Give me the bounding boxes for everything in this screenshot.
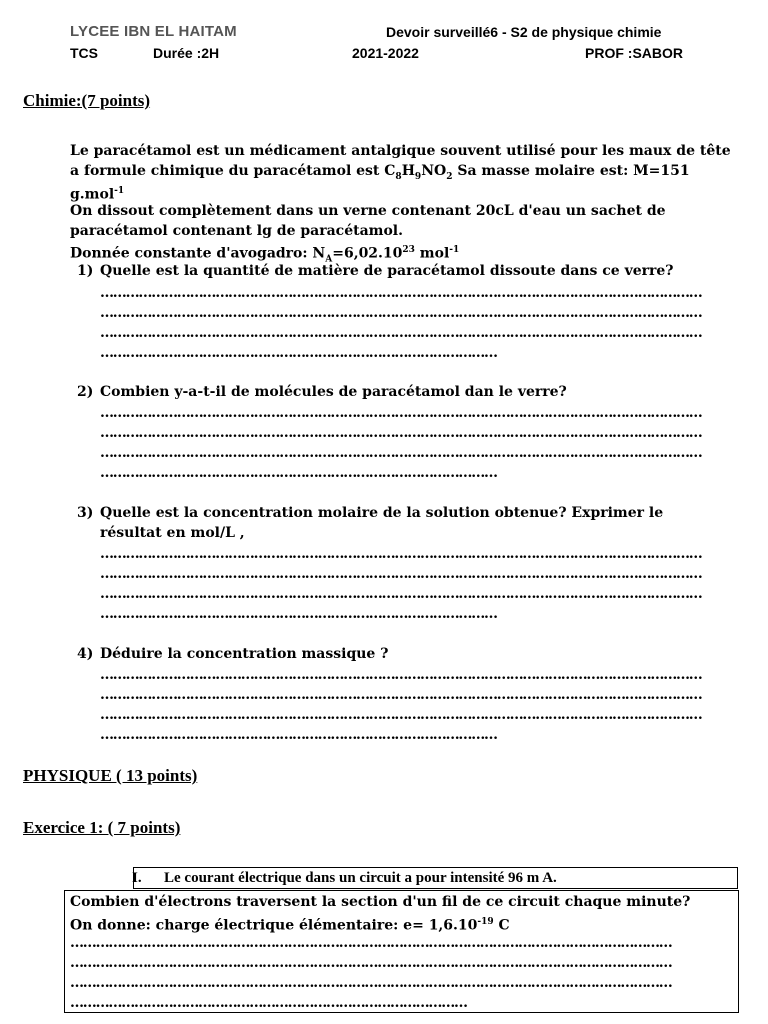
chimie-title: Chimie:(7 points) <box>23 91 151 110</box>
molar-mass-text: Sa masse molaire est: M=151 <box>452 163 690 179</box>
exam-title: Devoir surveillé6 - S2 de physique chimie <box>386 24 662 40</box>
question-3 <box>77 503 663 523</box>
question-1 <box>77 261 673 281</box>
answer-line[interactable]: …………………………………………………………………………………………………………………………… <box>100 687 702 703</box>
answer-line[interactable]: …………………………………………………………………………………………………………………………… <box>100 667 702 683</box>
chimie-intro-line2 <box>70 161 690 187</box>
answer-line[interactable]: …………………………………………………………………………………………………………………………… <box>70 955 672 971</box>
formula-sub-c: 8 <box>395 171 402 182</box>
formula-sub-h: 9 <box>414 171 422 182</box>
physique-title-text: PHYSIQUE ( 13 points) <box>23 766 198 785</box>
answer-line[interactable]: ………………………………………………………………………………… <box>100 727 497 743</box>
answer-line[interactable]: ………………………………………………………………………………… <box>100 465 497 481</box>
class-label: TCS <box>70 45 98 61</box>
answer-line[interactable]: …………………………………………………………………………………………………………………………… <box>100 405 702 421</box>
question-3-text: Quelle est la concentration molaire de la solution obtenue? Exprimer le <box>100 505 664 521</box>
answer-line[interactable]: …………………………………………………………………………………………………………………………… <box>100 546 702 562</box>
avogadro-unit: mol <box>414 245 450 262</box>
answer-line[interactable]: …………………………………………………………………………………………………………………………… <box>100 325 702 341</box>
school-year: 2021-2022 <box>352 45 419 61</box>
formula-h: H <box>401 163 415 179</box>
molar-mass-unit: g.mol <box>70 186 115 203</box>
avogadro-sub: A <box>325 254 333 265</box>
molar-mass-unit-exp: -1 <box>114 186 125 196</box>
part-1-number: I. <box>132 870 142 886</box>
school-name: LYCEE IBN EL HAITAM <box>70 23 237 40</box>
question-2-text: Combien y-a-t-il de molécules de paracétamol dan le verre? <box>100 384 567 400</box>
given-exp: -19 <box>477 917 494 927</box>
question-1-text: Quelle est la quantité de matière de paracétamol dissoute dans ce verre? <box>100 263 674 279</box>
formula-no: NO <box>421 163 447 179</box>
physique-title <box>23 766 227 786</box>
given-unit: C <box>493 917 510 934</box>
question-2-number: 2) <box>77 384 94 400</box>
answer-line[interactable]: …………………………………………………………………………………………………………………………… <box>100 425 702 441</box>
answer-line[interactable]: …………………………………………………………………………………………………………………………… <box>100 445 702 461</box>
answer-line[interactable]: …………………………………………………………………………………………………………………………… <box>100 305 702 321</box>
exercise-1-question: Combien d'électrons traversent la section d'un fil de ce circuit chaque minute? <box>70 894 691 910</box>
chimie-intro-line5: paracétamol contenant lg de paracétamol. <box>70 223 403 239</box>
avogadro-exp: 23 <box>402 245 415 255</box>
formula-sub-o: 2 <box>446 171 453 182</box>
chimie-intro-line1: Le paracétamol est un médicament antalgique souvent utilisé pour les maux de tête <box>70 143 731 159</box>
answer-line[interactable]: ………………………………………………………………………………… <box>70 995 467 1011</box>
given-text: On donne: charge électrique élémentaire: e= 1,6.10 <box>70 917 478 934</box>
question-2 <box>77 382 567 402</box>
question-4-text: Déduire la concentration massique ? <box>100 646 389 662</box>
answer-line[interactable]: ………………………………………………………………………………… <box>100 606 497 622</box>
avogadro-unit-exp: -1 <box>449 245 460 255</box>
avogadro-text: Donnée constante d'avogadro: N <box>70 245 326 262</box>
question-4 <box>77 644 388 664</box>
question-4-number: 4) <box>77 646 94 662</box>
formula-text-a: a formule chimique du paracétamol est C <box>70 163 396 179</box>
answer-line[interactable]: …………………………………………………………………………………………………………………………… <box>70 935 672 951</box>
part-1-heading <box>132 868 557 888</box>
answer-line[interactable]: …………………………………………………………………………………………………………………………… <box>100 566 702 582</box>
exercise-1-title: Exercice 1: ( 7 points) <box>23 818 181 837</box>
answer-line[interactable]: …………………………………………………………………………………………………………………………… <box>100 707 702 723</box>
duration-label: Durée :2H <box>153 45 220 61</box>
avogadro-value: =6,02.10 <box>332 245 403 262</box>
answer-line[interactable]: …………………………………………………………………………………………………………………………… <box>100 285 702 301</box>
answer-line[interactable]: …………………………………………………………………………………………………………………………… <box>100 586 702 602</box>
answer-line[interactable]: …………………………………………………………………………………………………………………………… <box>70 975 672 991</box>
chimie-intro-line4: On dissout complètement dans un verne contenant 20cL d'eau un sachet de <box>70 203 666 219</box>
answer-line[interactable]: ………………………………………………………………………………… <box>100 345 497 361</box>
teacher-name: PROF :SABOR <box>585 45 683 61</box>
part-1-text: Le courant électrique dans un circuit a pour intensité 96 m A. <box>164 870 557 886</box>
question-3-continued: résultat en mol/L , <box>100 525 245 541</box>
question-3-number: 3) <box>77 505 94 521</box>
question-1-number: 1) <box>77 263 94 279</box>
